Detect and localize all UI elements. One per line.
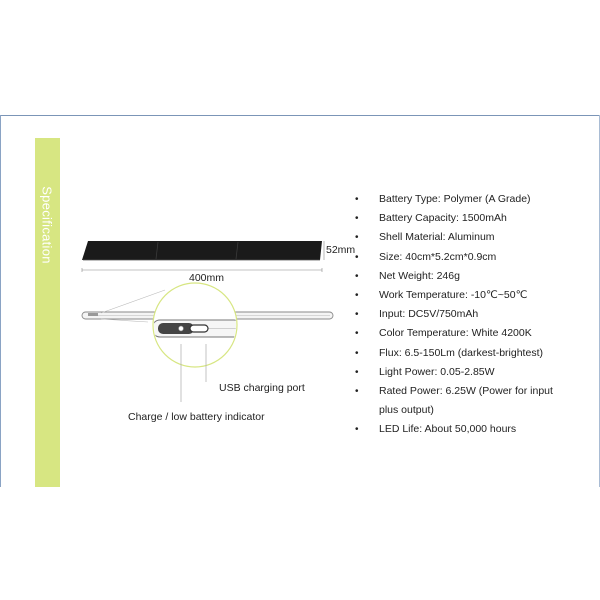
spec-item: • Work Temperature: -10℃~50℃ <box>355 286 569 305</box>
spec-list <box>355 190 569 440</box>
spec-item: • Input: DC5V/750mAh <box>355 305 569 324</box>
spec-item: • Size: 40cm*5.2cm*0.9cm <box>355 248 569 267</box>
length-label: 400mm <box>189 272 225 284</box>
spec-item: • Color Temperature: White 4200K <box>355 324 569 343</box>
spec-item: • Shell Material: Aluminum <box>355 228 569 247</box>
indicator-label: Charge / low battery indicator <box>128 411 265 423</box>
sidebar-title: Specification <box>39 186 55 264</box>
light-bar-top-view <box>82 241 322 260</box>
spec-item: • Battery Capacity: 1500mAh <box>355 209 569 228</box>
spec-item: • Net Weight: 246g <box>355 267 569 286</box>
spec-item: • Rated Power: 6.25W (Power for input plus output) <box>355 382 569 420</box>
spec-item: • Light Power: 0.05-2.85W <box>355 363 569 382</box>
width-label: 52mm <box>326 244 356 256</box>
zoom-circle <box>152 283 242 367</box>
usb-port-label: USB charging port <box>219 382 305 394</box>
spec-item: • LED Life: About 50,000 hours <box>355 420 569 439</box>
spec-item: • Battery Type: Polymer (A Grade) <box>355 190 569 209</box>
spec-item: • Flux: 6.5-150Lm (darkest-brightest) <box>355 344 569 363</box>
